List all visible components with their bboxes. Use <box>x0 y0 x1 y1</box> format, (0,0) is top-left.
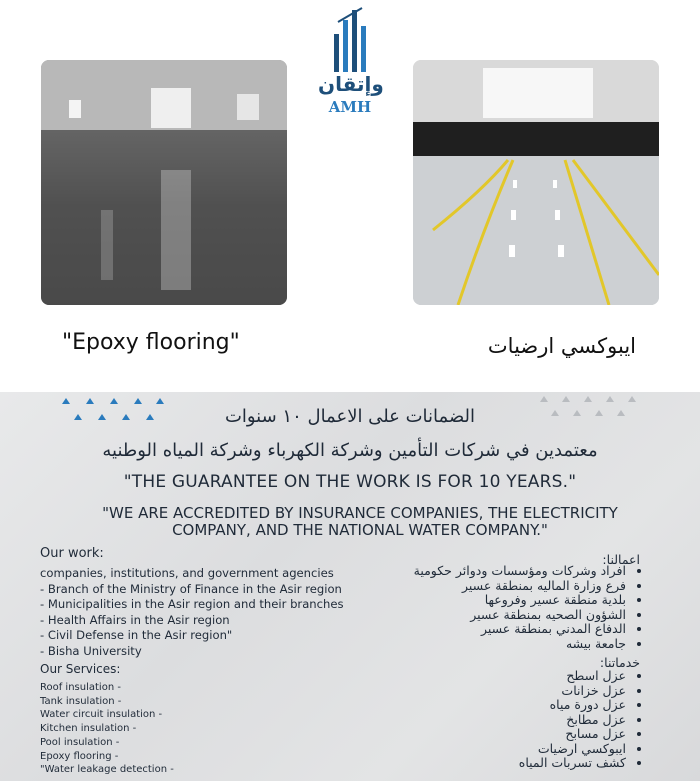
arabic-work-title: اعمالنا: <box>602 552 640 567</box>
list-item: Water circuit insulation - <box>40 709 163 721</box>
our-work-title: Our work: <box>40 546 104 561</box>
decor-triangle <box>584 396 592 402</box>
arabic-services-list <box>519 669 640 771</box>
list-item: - Civil Defense in the Asir region" <box>40 628 233 643</box>
accredited-arabic-text: معتمدين في شركات التأمين وشركة الكهرباء وشركة المياه الوطنيه <box>102 440 598 461</box>
list-item: • الدفاع المدني بمنطقة عسير <box>414 622 626 637</box>
list-item: • عزل اسطح <box>519 669 626 684</box>
accredited-english-text: "WE ARE ACCREDITED BY INSURANCE COMPANIES, THE ELECTRICITY COMPANY, AND THE NATIONAL WATER COMPANY." <box>102 504 618 539</box>
decor-triangle <box>562 396 570 402</box>
list-item: Epoxy flooring - <box>40 750 119 762</box>
list-item: Tank insulation - <box>40 695 122 707</box>
decor-triangle <box>62 398 70 404</box>
list-item: • عزل مطابخ <box>519 713 626 728</box>
list-item: • عزل مسابح <box>519 727 626 742</box>
guarantee-arabic-title: الضمانات على الاعمال ١٠ سنوات <box>224 406 476 427</box>
list-item: • ايبوكسي ارضيات <box>519 742 626 757</box>
decor-triangle <box>134 398 142 404</box>
our-work-list <box>40 566 344 660</box>
list-item: - Health Affairs in the Asir region <box>40 612 230 627</box>
list-item: • كشف تسربات المياه <box>519 756 626 771</box>
guarantee-english-title: "THE GUARANTEE ON THE WORK IS FOR 10 YEARS." <box>123 472 577 492</box>
logo-latin-text: AMH <box>328 98 372 116</box>
decor-triangle <box>86 398 94 404</box>
decor-triangle <box>606 396 614 402</box>
list-item: • الشؤون الصحيه بمنطقة عسير <box>414 608 626 623</box>
caption-epoxy-english: "Epoxy flooring" <box>62 330 240 355</box>
list-item: • عزل خزانات <box>519 684 626 699</box>
decor-triangle <box>110 398 118 404</box>
decor-triangle <box>540 396 548 402</box>
list-item: - Bisha University <box>40 643 142 658</box>
caption-epoxy-arabic: ايبوكسي ارضيات <box>487 334 636 358</box>
arabic-services-title: خدماتنا: <box>599 655 640 670</box>
list-item: Kitchen insulation - <box>40 723 137 735</box>
list-item: - Branch of the Ministry of Finance in the Asir region <box>40 581 342 596</box>
company-logo <box>318 6 382 118</box>
list-item: • جامعة بيشه <box>414 637 626 652</box>
list-item: • عزل دورة مياه <box>519 698 626 713</box>
epoxy-floor-photo-left <box>41 60 287 305</box>
our-services-title: Our Services: <box>40 662 121 676</box>
decor-triangle <box>156 398 164 404</box>
list-item: "Water leakage detection - <box>40 764 174 776</box>
bottom-section <box>0 392 700 781</box>
list-item: • فرع وزارة الماليه بمنطقة عسير <box>414 579 626 594</box>
epoxy-floor-photo-right <box>413 60 659 305</box>
list-item: companies, institutions, and government agencies <box>40 566 334 580</box>
logo-arabic-text: وإتقان <box>318 72 384 96</box>
list-item: • بلدية منطقة عسير وفروعها <box>414 593 626 608</box>
arabic-work-list <box>414 564 640 651</box>
our-services-list <box>40 681 174 777</box>
list-item: Roof insulation - <box>40 682 121 693</box>
list-item: Pool insulation - <box>40 736 120 748</box>
decor-triangle <box>628 396 636 402</box>
list-item: - Municipalities in the Asir region and their branches <box>40 597 344 612</box>
list-item: • افراد وشركات ومؤسسات ودوائر حكومية <box>414 564 626 579</box>
